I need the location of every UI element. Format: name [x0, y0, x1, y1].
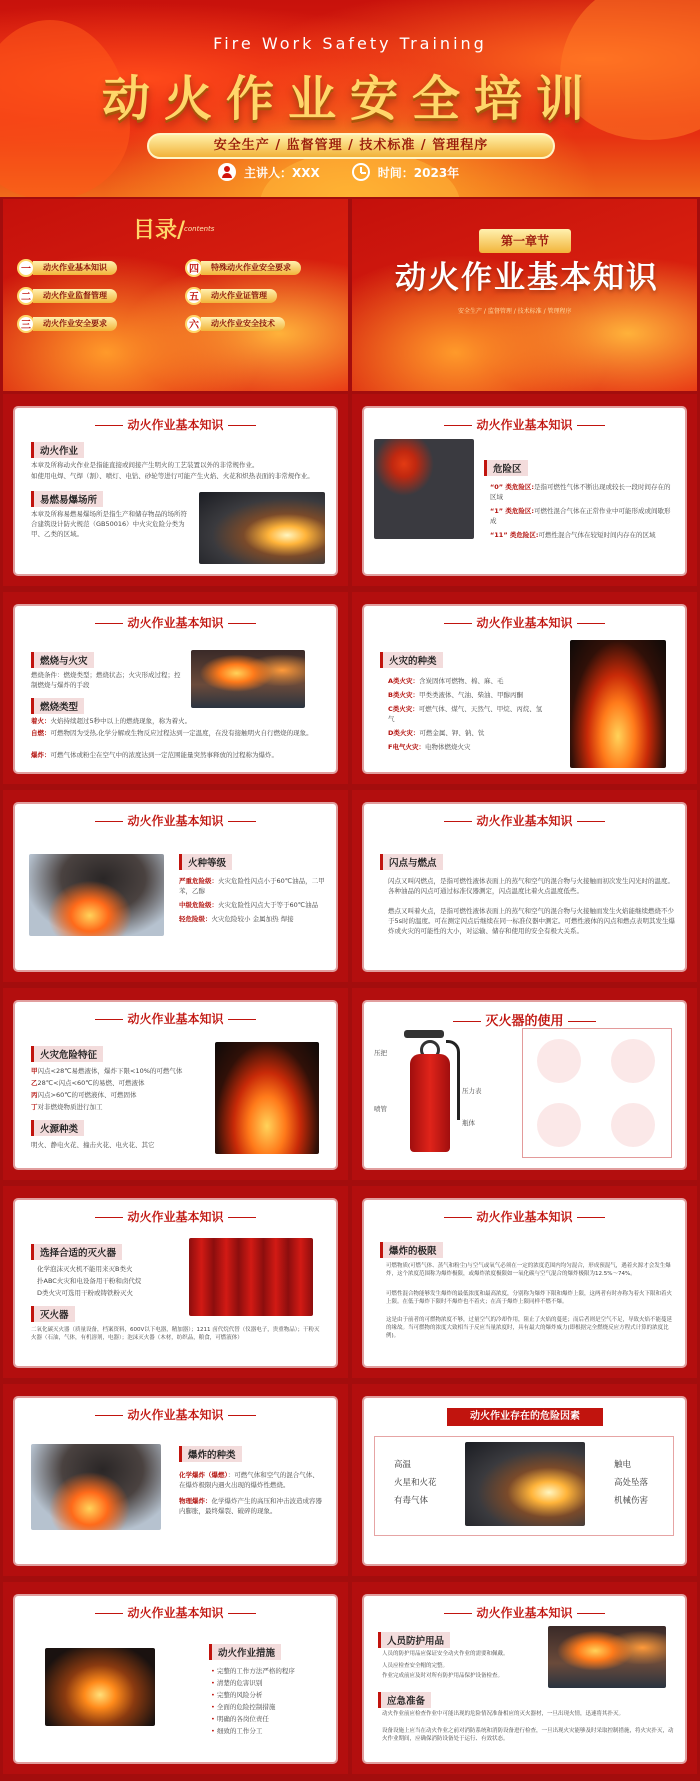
slide-title: 动火作业基本知识 [352, 1208, 697, 1225]
section-tag: 人员防护用品 [378, 1632, 450, 1648]
slide-flash-point [352, 790, 697, 982]
part-label: 压力表 [462, 1087, 482, 1095]
section-tag: 爆炸的种类 [179, 1446, 242, 1462]
class-text: 闪点<28℃易燃液体，爆炸下限<10%的可燃气体 [37, 1067, 183, 1075]
part-label: 瓶体 [462, 1119, 475, 1127]
slide-title: 动火作业基本知识 [3, 614, 348, 631]
slide-hazard-class [3, 988, 348, 1180]
chapter-slide [352, 199, 697, 391]
extinguisher-handle [404, 1030, 444, 1038]
section-tag: 易燃易爆场所 [31, 491, 103, 507]
extinguishers-photo [189, 1238, 313, 1316]
toc-item[interactable] [17, 260, 117, 276]
slide-title: 动火作业基本知识 [3, 1604, 348, 1621]
class-text: 电物体燃烧火灾 [424, 743, 471, 751]
slide-title: 动火作业基本知识 [3, 1406, 348, 1423]
hazard-banner: 动火作业存在的危险因素 [447, 1408, 603, 1426]
hazard-item: 高处坠落 [614, 1478, 649, 1488]
slide-fire-grade [3, 790, 348, 982]
grade-text: 火灾危险性闪点大于等于60℃油品 [218, 901, 319, 909]
grinding-sparks-photo [199, 492, 325, 564]
hero-tagline: 安全生产 / 监督管理 / 技术标准 / 管理程序 [147, 133, 555, 159]
class-label: B类火灾： [388, 691, 419, 699]
term-text: 可燃物因为受热,化学分解或生物反应过程达到一定温度，在没有接触明火自行燃烧的现象。 [50, 729, 313, 737]
list-item: • 明确的各岗位责任 [211, 1714, 269, 1724]
bullet-text: D类火灾可选用干粉或铸铁粉灭火 [37, 1289, 134, 1297]
bullet-text: 如使用电焊、气焊（割）、喷灯、电钻、砂轮等进行可能产生火焰、火花和炽热表面的非常规作业。 [31, 472, 314, 480]
hazard-item: 有毒气体 [394, 1496, 429, 1506]
section-tag: 灭火器 [31, 1306, 75, 1322]
section-tag: 动火作业措施 [209, 1644, 281, 1660]
slide-explosion-limit [352, 1186, 697, 1378]
welder-photo [374, 439, 474, 539]
class-label: 甲 [31, 1067, 38, 1075]
class-text: 可燃气体、煤气、天然气、甲烷、丙烷、氢气 [388, 705, 543, 723]
toc-number: 二 [17, 287, 35, 305]
section-tag: 选择合适的灭火器 [31, 1244, 122, 1260]
furnace-photo [45, 1648, 155, 1726]
section-tag: 燃烧类型 [31, 698, 84, 714]
slide-extinguisher-usage [352, 988, 697, 1180]
type-label: 化学爆炸（爆燃） [179, 1471, 228, 1479]
hazard-item: 高温 [394, 1460, 412, 1470]
class-label: D类火灾： [388, 729, 420, 737]
class-label: C类火灾： [388, 705, 419, 713]
slide-title: 动火作业基本知识 [3, 1208, 348, 1225]
fire-photo [215, 1042, 319, 1154]
toc-item[interactable] [185, 288, 277, 304]
step-2 [603, 1035, 663, 1085]
hose-icon [446, 1040, 460, 1120]
slide-work-definition [3, 394, 348, 586]
toc-number: 一 [17, 259, 35, 277]
bullet-text: 闪点又叫闪燃点，是指可燃性液体表面上的蒸气和空气的混合物与火接触而初次发生闪光时的温度。各种油品的闪点可通过标准仪器测定，闪点温度比着火点温度低些。 [388, 877, 674, 895]
toc-number: 五 [185, 287, 203, 305]
list-item: • 全面的危险控制措施 [211, 1702, 275, 1712]
term-label: 自燃： [31, 729, 51, 737]
grade-label: 严重危险级： [179, 877, 218, 885]
section-tag: 火种等级 [179, 854, 232, 870]
bullet-text: 人员的防护用品应保证安全动火作业的需要和佩戴。 [382, 1651, 509, 1657]
section-tag: 火灾危险特征 [31, 1046, 103, 1062]
step-illustration [537, 1039, 581, 1083]
section-tag: 动火作业 [31, 442, 84, 458]
list-item: • 完整的工作方法严格的程序 [211, 1666, 295, 1676]
hazard-item: 火星和火花 [394, 1478, 437, 1488]
slide-title: 动火作业基本知识 [3, 812, 348, 829]
toc-title: 目录/ [133, 217, 186, 243]
step-illustration [611, 1103, 655, 1147]
term-text: 可燃气体或粉尘在空气中的浓度达到一定范围能量突然事释放的过程称为爆炸。 [50, 751, 278, 759]
toc-number: 三 [17, 315, 35, 333]
zone-text: 是指可燃性气体不断出现或较长一段时间存在的区域 [490, 483, 671, 501]
toc-subtitle: contents [184, 225, 215, 233]
list-item: • 完整的风险分析 [211, 1690, 262, 1700]
zone-text: 可燃性混合气体在较短时间内存在的区域 [538, 531, 656, 539]
grade-text: 火灾危险较小 金属加热 焊接 [211, 915, 294, 923]
grade-label: 轻危险级： [179, 915, 212, 923]
toc-label: 动火作业监督管理 [33, 289, 117, 303]
paragraph: 二氧化碳灭火器（质量设备，档案资料，600V以下电器，精加器）；1211 卤代烷代替（仪器电子，贵重物品）；干粉灭火器（石油，气体，有机溶剂，电器）；泡沫灭火器（木材，纺织品，粮食，可燃液体） [31, 1327, 320, 1341]
class-label: A类火灾： [388, 677, 420, 685]
fire-photo [570, 640, 666, 768]
step-illustration [537, 1103, 581, 1147]
chapter-badge: 第一章节 [479, 229, 571, 253]
hero-banner [0, 0, 700, 197]
step-1 [529, 1035, 589, 1085]
section-tag: 燃烧与火灾 [31, 652, 94, 668]
hazard-item: 触电 [614, 1460, 632, 1470]
bullet-text: 人员应检查安全帽的完整。 [382, 1663, 449, 1669]
type-label: 物理爆炸： [179, 1497, 212, 1505]
hero-english-title: Fire Work Safety Training [213, 34, 487, 53]
bullet-text: 可燃性混合物能够发生爆炸的最低浓度和最高浓度，分别称为爆炸下限和爆炸上限，这两者有时亦称为着火下限和着火上限。在低于爆炸下限时不爆炸也不着火；在高于爆炸上限同样不燃不爆。 [386, 1291, 673, 1305]
toc-label: 动火作业安全要求 [33, 317, 117, 331]
zone-label: “1” 类危险区: [490, 507, 534, 515]
section-tag: 火灾的种类 [380, 652, 443, 668]
list-item: • 清楚的危害识别 [211, 1678, 262, 1688]
toc-item[interactable] [17, 316, 117, 332]
paragraph: 燃烧条件：燃烧类型；燃烧状态；火灾形成过程；控制燃烧与爆炸的手段 [31, 671, 181, 689]
bullet-text: 作业完成前应及时对所有防护用品保护设备检查。 [382, 1673, 504, 1679]
toc-item[interactable] [17, 288, 117, 304]
toc-label: 动火作业证管理 [201, 289, 277, 303]
hazard-item: 机械伤害 [614, 1496, 649, 1506]
slide-hazard-factors [352, 1384, 697, 1576]
section-tag: 应急准备 [378, 1692, 431, 1708]
zone-label: “11” 类危险区: [490, 531, 539, 539]
slide-title: 动火作业基本知识 [3, 416, 348, 433]
bullet-text: 设备设施上应当在动火作业之前对消防系统和消防设备进行检查，一旦出现火灾能够及时采取控制措施，将火灾扑灭，动火作业期间，应确保消防设备处于运行、有效状态。 [382, 1728, 674, 1742]
bridge-fire-photo [191, 650, 305, 708]
class-text: 可燃金属、钾、钠、钛 [419, 729, 485, 737]
term-text: 火焰持续超过5秒中以上的燃烧现象，称为着火。 [50, 717, 192, 725]
bullet-text: 化学泡沫灭火机不能用来灭B类火 [37, 1265, 133, 1273]
toc-slide [3, 199, 348, 391]
slide-title: 灭火器的使用 [352, 1010, 697, 1029]
part-label: 压把 [374, 1049, 387, 1057]
slide-combustion [3, 592, 348, 784]
toc-label: 动火作业安全技术 [201, 317, 285, 331]
person-icon [218, 163, 236, 181]
class-text: 28℃<闪点<60℃的易燃、可燃液体 [37, 1079, 145, 1087]
time-label: 时间：2023年 [377, 165, 460, 180]
class-label: F电气火灾： [388, 743, 425, 751]
class-text: 闪点>60℃的可燃液体、可燃固体 [37, 1091, 137, 1099]
grinding-photo [465, 1442, 585, 1526]
bridge-fire-photo [548, 1626, 666, 1688]
section-tag: 闪点与燃点 [380, 854, 443, 870]
section-tag: 危险区 [484, 460, 528, 476]
type-text: ：可燃气体和空气的混合气体、在爆炸极限内遇火出现的爆炸性燃烧。 [179, 1471, 319, 1489]
term-label: 着火： [31, 717, 51, 725]
class-text: 含炭固体可燃物、棉、麻、毛 [419, 677, 504, 685]
grade-text: 火灾危险性闪点小于60℃油品，二甲苯，乙醇 [179, 877, 325, 895]
term-label: 爆炸： [31, 751, 51, 759]
bullet-text: 本章及所称动火作业是指能直接或间接产生明火的工艺装置以外的非常规作业。 [31, 461, 259, 469]
slide-title: 动火作业基本知识 [3, 1010, 348, 1027]
clock-icon [352, 163, 370, 181]
step-4 [603, 1099, 663, 1149]
toc-item[interactable] [185, 260, 301, 276]
toc-item[interactable] [185, 316, 285, 332]
step-illustration [611, 1039, 655, 1083]
bullet-text: 燃点又叫着火点，是指可燃性液体表面上的蒸气和空气的混合物与火接触而发生火焰能继续燃烧不少于5s时的温度。可在测定闪点后继续在同一标准仪器中测定。可燃性液体的闪点和燃点表明其发生爆炸或火灾的可能性的大小，对运输、储存和使用的安全有极大关系。 [388, 907, 676, 935]
bullet-text: 扑ABC火灾和电设备用干粉和卤代烷 [37, 1277, 142, 1285]
class-label: 乙 [31, 1079, 38, 1087]
extinguisher-icon [410, 1054, 450, 1152]
hero-meta [218, 163, 459, 181]
usage-steps [522, 1028, 672, 1158]
slide-fire-types [352, 592, 697, 784]
toc-number: 六 [185, 315, 203, 333]
slide-danger-zone [352, 394, 697, 586]
list-item: • 细致的工作分工 [211, 1726, 262, 1736]
bullet-text: 可燃物质(可燃气体、蒸气和粉尘)与空气或氧气必须在一定的浓度范围内均匀混合，形成预混气，遇着火源才会发生爆炸，这个浓度范围称为爆炸极限，或爆炸浓度极限如一氧化碳与空气混合的爆炸极限为12.5%～74%。 [386, 1263, 671, 1277]
class-text: 甲类类液体、气油、柴油、甲醇丙酮 [418, 691, 523, 699]
bullet-text: 这是由于前者的可燃物浓度不够，过量空气的冷却作用，阻止了火焰的蔓延；而后者则是空气不足，导致火焰不能蔓延的缘故。当可燃物的浓度大致相当于反应当量浓度时，具有最大的爆炸威力(即根据完全燃烧反应方程式计算的浓度比例)。 [386, 1317, 673, 1339]
zone-label: “0” 类危险区: [490, 483, 534, 491]
section-tag: 爆炸的极限 [380, 1242, 443, 1258]
slide-work-measures [3, 1582, 348, 1774]
slide-title: 动火作业基本知识 [352, 614, 697, 631]
part-label: 喷管 [374, 1105, 387, 1113]
slide-title: 动火作业基本知识 [352, 1604, 697, 1621]
speaker-label: 主讲人：XXX [244, 165, 320, 180]
class-label: 丙 [31, 1091, 38, 1099]
paragraph: 本章及所称易燃易爆场所是指生产和储存物品的场所符合建筑设计防火规范（GB50016）中火灾危险分类为甲、乙类的区域。 [31, 510, 187, 538]
smoke-fire-photo [29, 854, 164, 936]
slide-title: 动火作业基本知识 [352, 416, 697, 433]
section-tag: 火源种类 [31, 1120, 84, 1136]
slide-explosion-types [3, 1384, 348, 1576]
slide-choose-extinguisher [3, 1186, 348, 1378]
chapter-subtitle: 安全生产 / 监督管理 / 技术标准 / 管理程序 [458, 308, 572, 315]
grade-label: 中级危险级： [179, 901, 218, 909]
slide-protection [352, 1582, 697, 1774]
paragraph: 明火、静电火花、撞击火花、电火花、其它 [31, 1141, 155, 1149]
toc-label: 动火作业基本知识 [33, 261, 117, 275]
toc-label: 特殊动火作业安全要求 [201, 261, 301, 275]
zone-text: 可燃性混合气体在正常作业中可能形成或间歇形成 [490, 507, 671, 525]
hero-title: 动火作业安全培训 [101, 71, 598, 127]
bullet-text: 动火作业前应检查作业中可能出现的危险情况准备相应的灭火器材，一旦出现火情，迅速将其扑灭。 [382, 1711, 625, 1717]
step-3 [529, 1099, 589, 1149]
chapter-title: 动火作业基本知识 [395, 260, 659, 296]
explosion-photo [31, 1444, 161, 1530]
class-label: 丁 [31, 1103, 38, 1111]
toc-number: 四 [185, 259, 203, 277]
class-text: 对非燃烧物质进行加工 [37, 1103, 103, 1111]
type-text: 化学爆炸产生的高压和冲击波造成容器内膨胀，最终爆裂、破碎的现象。 [179, 1497, 322, 1515]
slide-title: 动火作业基本知识 [352, 812, 697, 829]
